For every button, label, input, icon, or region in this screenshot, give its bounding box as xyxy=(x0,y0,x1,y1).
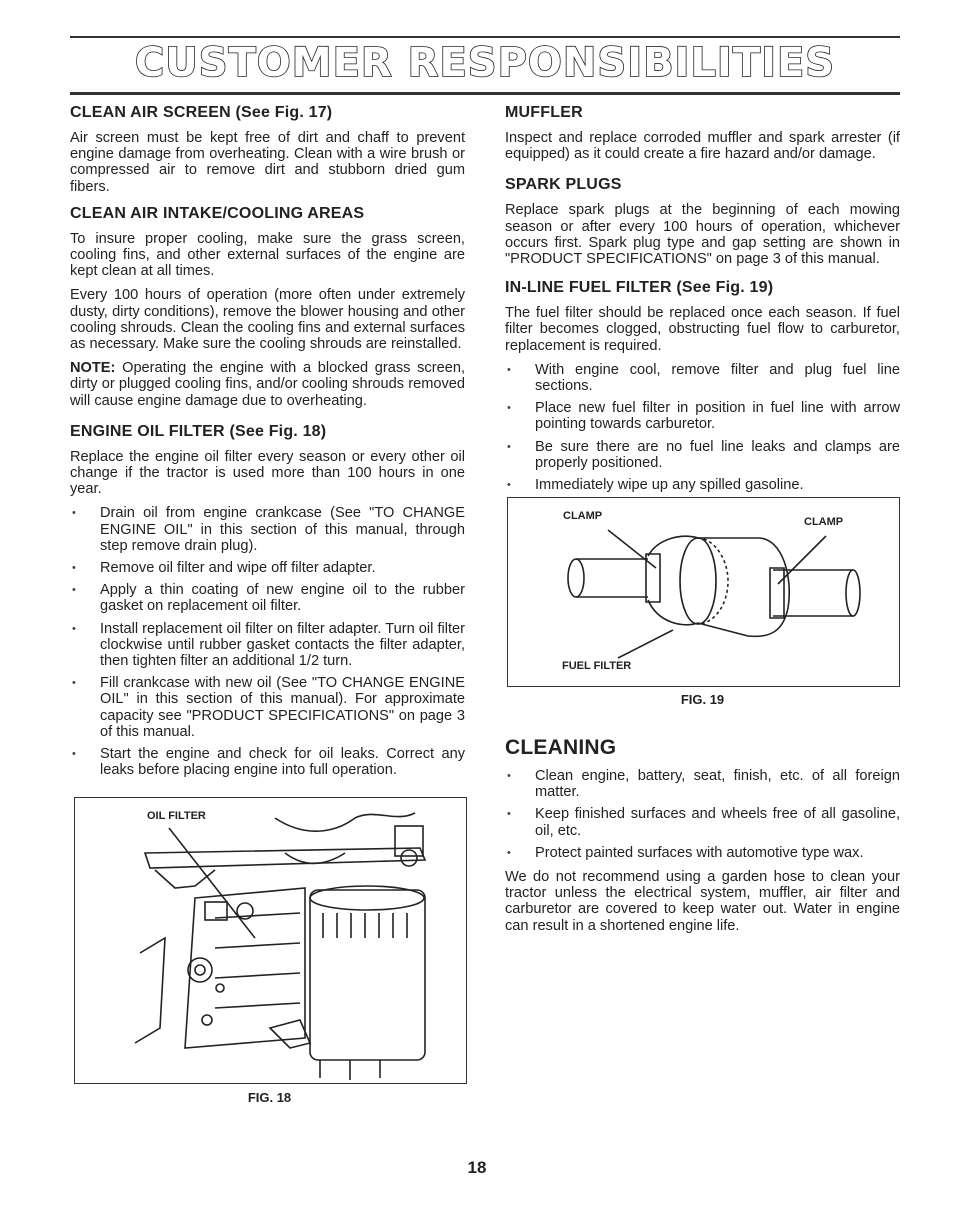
list-item: • Protect painted surfaces with automotive type wax. xyxy=(505,845,900,861)
air-screen-heading: CLEAN AIR SCREEN (See Fig. 17) xyxy=(70,104,333,121)
spark-plugs-text: Replace spark plugs at the beginning of each mowing season or after every 100 hours of operation, whichever occurs first. Spark plug type and gap setting are shown in "PRODUCT SPECIFICATIONS" on page 3 of this manual. xyxy=(505,202,900,268)
intake-note xyxy=(70,360,465,409)
list-item: • Apply a thin coating of new engine oil to the rubber gasket on replacement oil filter. xyxy=(70,582,465,614)
muffler-heading: MUFFLER xyxy=(505,104,583,121)
cleaning-text: We do not recommend using a garden hose to clean your tractor unless the electrical system, muffler, air filter and carburetor are covered to keep water out. Water in engine can result in a shortened engine life. xyxy=(505,869,900,934)
list-item: • With engine cool, remove filter and plug fuel line sections. xyxy=(505,362,900,394)
list-item: • Install replacement oil filter on filter adapter. Turn oil filter clockwise until rubber gasket contacts the filter adapter, then tighten filter an additional 1/2 turn. xyxy=(70,621,465,670)
intake-paragraph-2: Every 100 hours of operation (more often under extremely dusty, dirty conditions), remove the blower housing and other cooling shrouds. Clean the cooling fins and external surfaces as necessary. Make sure the cooling shrouds are reinstalled. xyxy=(70,287,465,353)
title-rule xyxy=(70,92,900,95)
fuel-filter-steps xyxy=(505,362,900,493)
intake-paragraph-1: To insure proper cooling, make sure the grass screen, cooling fins, and other external surfaces of the engine are kept clean at all times. xyxy=(70,230,465,280)
list-item: • Start the engine and check for oil leaks. Correct any leaks before placing engine into full operation. xyxy=(70,746,465,778)
top-rule xyxy=(70,36,900,38)
list-item: • Keep finished surfaces and wheels free of all gasoline, oil, etc. xyxy=(505,806,900,838)
list-item: • Place new fuel filter in position in fuel line with arrow pointing towards carburetor. xyxy=(505,400,900,432)
fuel-filter-intro: The fuel filter should be replaced once each season. If fuel filter becomes clogged, obstructing fuel flow to carburetor, replacement is required. xyxy=(505,305,900,354)
note-text: Operating the engine with a blocked grass screen, dirty or plugged cooling fins, and/or cooling shrouds removed will cause engine damage due to overheating. xyxy=(70,360,465,409)
fig18-box xyxy=(74,797,467,1084)
fuel-filter-label: FUEL FILTER xyxy=(562,660,632,672)
page-number: 18 xyxy=(467,1158,487,1177)
fuel-filter-illustration xyxy=(508,498,899,686)
list-item: • Drain oil from engine crankcase (See "TO CHANGE ENGINE OIL" in this section of this manual, through step remove drain plug). xyxy=(70,505,465,554)
air-screen-text: Air screen must be kept free of dirt and chaff to prevent engine damage from overheating. Clean with a wire brush or compressed air to remove dirt and stubborn dried gum fibers. xyxy=(70,130,465,195)
page-title: CUSTOMER RESPONSIBILITIES xyxy=(134,40,836,86)
oil-filter-intro: Replace the engine oil filter every season or every other oil change if the tractor is used more than 100 hours in one year. xyxy=(70,448,465,498)
fig19-caption: FIG. 19 xyxy=(680,692,725,707)
list-item: • Be sure there are no fuel line leaks and clamps are properly positioned. xyxy=(505,439,900,471)
cleaning-section xyxy=(505,736,900,942)
note-label: NOTE: xyxy=(70,360,116,377)
cleaning-heading: CLEANING xyxy=(505,736,617,759)
list-item: • Remove oil filter and wipe off filter adapter. xyxy=(70,560,465,576)
right-column xyxy=(505,100,900,501)
cleaning-steps xyxy=(505,768,900,861)
intake-heading: CLEAN AIR INTAKE/COOLING AREAS xyxy=(70,204,365,222)
list-item: • Fill crankcase with new oil (See "TO CHANGE ENGINE OIL" in this section of this manual). For approximate capacity see "PRODUCT SPECIFICATIONS" on page 3 of this manual. xyxy=(70,675,465,740)
spark-plugs-heading: SPARK PLUGS xyxy=(505,176,622,194)
muffler-text: Inspect and replace corroded muffler and spark arrester (if equipped) as it could create a fire hazard and/or damage. xyxy=(505,130,900,163)
list-item: • Clean engine, battery, seat, finish, etc. of all foreign matter. xyxy=(505,768,900,800)
fig19-box xyxy=(507,497,900,687)
fuel-filter-heading: IN-LINE FUEL FILTER (See Fig. 19) xyxy=(505,279,774,297)
fig18-caption: FIG. 18 xyxy=(247,1090,292,1105)
oil-filter-illustration xyxy=(75,798,466,1083)
left-column xyxy=(70,100,465,787)
oil-filter-heading: ENGINE OIL FILTER (See Fig. 18) xyxy=(70,422,327,440)
clamp-right-label: CLAMP xyxy=(804,516,844,528)
oil-filter-steps xyxy=(70,505,465,778)
list-item: • Immediately wipe up any spilled gasoline. xyxy=(505,477,900,493)
oil-filter-label: OIL FILTER xyxy=(147,810,206,822)
clamp-left-label: CLAMP xyxy=(563,510,603,522)
